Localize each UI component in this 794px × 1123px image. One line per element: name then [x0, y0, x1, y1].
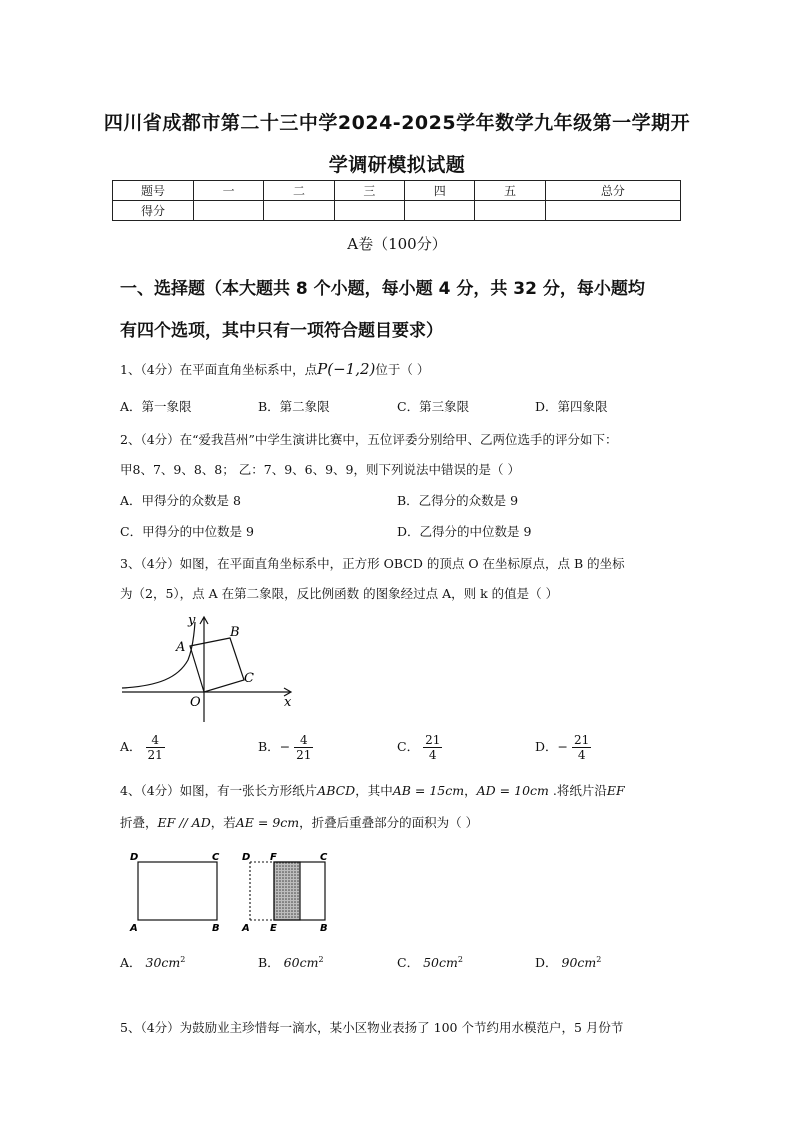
- q4-ae-length: AE = 9cm: [235, 815, 300, 830]
- doc-title-line1: 四川省成都市第二十三中学2024-2025学年数学九年级第一学期开: [103, 112, 691, 134]
- score-header-cell: 四: [405, 181, 475, 201]
- q2-stem-line2: 甲8、7、9、8、8； 乙：7、9、6、9、9，则下列说法中错误的是（ ）: [120, 462, 520, 477]
- q4-option-c-letter: C．: [397, 955, 420, 970]
- q3-option-a: [120, 733, 165, 762]
- q4-text: 4、（4分）如图，有一张长方形纸片: [120, 783, 318, 798]
- q1-prefix: 1、（4分）在平面直角坐标系中，点: [120, 362, 318, 377]
- q4-option-a-value: 30cm: [145, 955, 181, 970]
- q1-option-d: D．第四象限: [535, 399, 608, 414]
- q1-option-b: B．第二象限: [258, 399, 330, 414]
- q1-option-c: C．第三象限: [397, 399, 470, 414]
- q3-label-c: C: [244, 671, 254, 686]
- q3-option-d-num: 21: [574, 733, 590, 747]
- q4-option-d-value: 90cm: [561, 955, 597, 970]
- score-table-header-row: [113, 181, 681, 201]
- q4-option-c: [397, 953, 463, 971]
- q4-fig2-label-e: E: [270, 923, 277, 932]
- q3-option-a-den: 21: [147, 748, 163, 762]
- q4-folded-figure: [240, 850, 340, 932]
- score-cell: [545, 201, 680, 221]
- q4-option-b-exp: 2: [318, 954, 324, 964]
- score-table: [112, 180, 681, 221]
- q4-option-c-value: 50cm: [423, 955, 458, 970]
- q3-stem-line1: 3、（4分）如图，在平面直角坐标系中，正方形 OBCD 的顶点 O 在坐标原点，点 B 的坐标: [120, 556, 625, 571]
- part1-heading-line2: 有四个选项，其中只有一项符合题目要求）: [120, 321, 443, 341]
- q3-option-c-den: 4: [428, 748, 437, 762]
- q2-option-c: C．甲得分的中位数是 9: [120, 524, 254, 539]
- q3-option-c-letter: C．: [397, 739, 420, 754]
- q4-option-b-letter: B．: [258, 955, 280, 970]
- q4-fig2-label-c: C: [320, 852, 328, 863]
- q4-parallel: EF // AD: [157, 815, 211, 830]
- score-header-cell: 题号: [113, 181, 194, 201]
- q4-ef-line: EF: [606, 783, 625, 798]
- q3-option-c-num: 21: [425, 733, 441, 747]
- q3-option-b-den: 21: [296, 748, 312, 762]
- score-header-cell: 三: [334, 181, 404, 201]
- q3-label-b: B: [230, 625, 240, 640]
- q4-fig2-label-a: A: [242, 923, 250, 932]
- q5-stem-line1: 5、（4分）为鼓励业主珍惜每一滴水，某小区物业表扬了 100 个节约用水模范户，5 月份节: [120, 1020, 624, 1035]
- q3-option-c: [397, 733, 442, 762]
- part1-heading-line1: 一、选择题（本大题共 8 个小题，每小题 4 分，共 32 分，每小题均: [120, 279, 645, 299]
- doc-title-line2: 学调研模拟试题: [328, 154, 466, 176]
- q4-overlap-region: [274, 862, 300, 920]
- q3-coordinate-figure: [118, 612, 298, 724]
- q4-option-b-value: 60cm: [283, 955, 319, 970]
- q4-option-d: [535, 953, 601, 971]
- q3-option-d-sign: −: [557, 739, 569, 754]
- q1-option-a: A．第一象限: [120, 399, 192, 414]
- q4-option-b: [258, 953, 324, 971]
- q3-option-c-fraction: [423, 733, 442, 762]
- q4-fig1-label-d: D: [130, 852, 139, 863]
- q3-label-o: O: [190, 695, 201, 710]
- section-a-heading: A卷（100分）: [347, 235, 447, 253]
- q3-option-b: [258, 733, 313, 762]
- q2-option-d: D．乙得分的中位数是 9: [397, 524, 532, 539]
- q4-text: ，若: [210, 815, 236, 830]
- q4-fig2-label-b: B: [320, 923, 328, 932]
- q3-label-a: A: [176, 640, 186, 655]
- q4-option-c-exp: 2: [457, 954, 463, 964]
- q3-option-d-den: 4: [577, 748, 586, 762]
- q3-label-y: y: [188, 613, 196, 628]
- q2-option-a: A．甲得分的众数是 8: [120, 493, 241, 508]
- score-cell: [334, 201, 404, 221]
- q3-option-d: [535, 733, 591, 762]
- q3-option-b-sign: −: [279, 739, 291, 754]
- q4-fig1-label-b: B: [212, 923, 220, 932]
- q4-text: ，其中: [355, 783, 393, 798]
- q4-fig2-label-f: F: [270, 852, 277, 863]
- q3-stem-line2: 为（2，5），点 A 在第二象限，反比例函数 的图象经过点 A，则 k 的值是（ ）: [120, 586, 559, 601]
- q3-hyperbola-curve: [122, 622, 195, 688]
- score-header-cell: 二: [264, 181, 334, 201]
- q3-option-b-letter: B．: [258, 739, 280, 754]
- q4-stem-line1: [120, 781, 625, 799]
- q2-stem-line1: 2、（4分）在“爱我莒州”中学生演讲比赛中，五位评委分别给甲、乙两位选手的评分如下：: [120, 432, 618, 447]
- q2-option-b: B．乙得分的众数是 9: [397, 493, 519, 508]
- q4-text: 折叠，: [120, 815, 158, 830]
- q3-option-a-num: 4: [146, 733, 165, 748]
- q4-option-d-letter: D．: [535, 955, 558, 970]
- q3-label-x: x: [284, 695, 292, 710]
- score-cell: [264, 201, 334, 221]
- q3-square: [190, 638, 244, 692]
- q4-option-a-letter: A．: [120, 955, 142, 970]
- q4-fig1-label-a: A: [130, 923, 138, 932]
- q3-option-d-fraction: [572, 733, 591, 762]
- q4-text: .将纸片沿: [548, 783, 607, 798]
- q4-rect-abcd: [138, 862, 217, 920]
- q3-option-a-letter: A．: [120, 739, 142, 754]
- q4-fig1-label-c: C: [212, 852, 220, 863]
- q1-suffix: 位于（ ）: [375, 362, 430, 377]
- score-cell: [405, 201, 475, 221]
- q3-option-b-fraction: [294, 733, 313, 762]
- score-cell: [475, 201, 545, 221]
- q4-rect-name: ABCD: [317, 783, 356, 798]
- q4-text: ，: [464, 783, 477, 798]
- score-table-score-row: [113, 201, 681, 221]
- q4-option-d-exp: 2: [596, 954, 602, 964]
- q4-option-a: [120, 953, 185, 971]
- q3-option-a-fraction: [146, 733, 165, 762]
- q4-rectangle-figure: [128, 850, 228, 932]
- q1-stem: [120, 360, 429, 378]
- score-row-label: 得分: [113, 201, 194, 221]
- q4-text: ，折叠后重叠部分的面积为（ ）: [299, 815, 479, 830]
- score-header-cell: 一: [194, 181, 264, 201]
- q4-ad-length: AD = 10cm: [476, 783, 549, 798]
- q4-fig2-label-d: D: [242, 852, 251, 863]
- q3-option-d-letter: D．: [535, 739, 558, 754]
- q4-ab-length: AB = 15cm: [392, 783, 465, 798]
- q1-point: P(−1,2): [317, 360, 376, 378]
- score-cell: [194, 201, 264, 221]
- q4-option-a-exp: 2: [180, 954, 186, 964]
- q3-option-b-num: 4: [294, 733, 313, 748]
- score-header-cell: 五: [475, 181, 545, 201]
- q4-stem-line2: [120, 813, 478, 831]
- score-header-cell: 总分: [545, 181, 680, 201]
